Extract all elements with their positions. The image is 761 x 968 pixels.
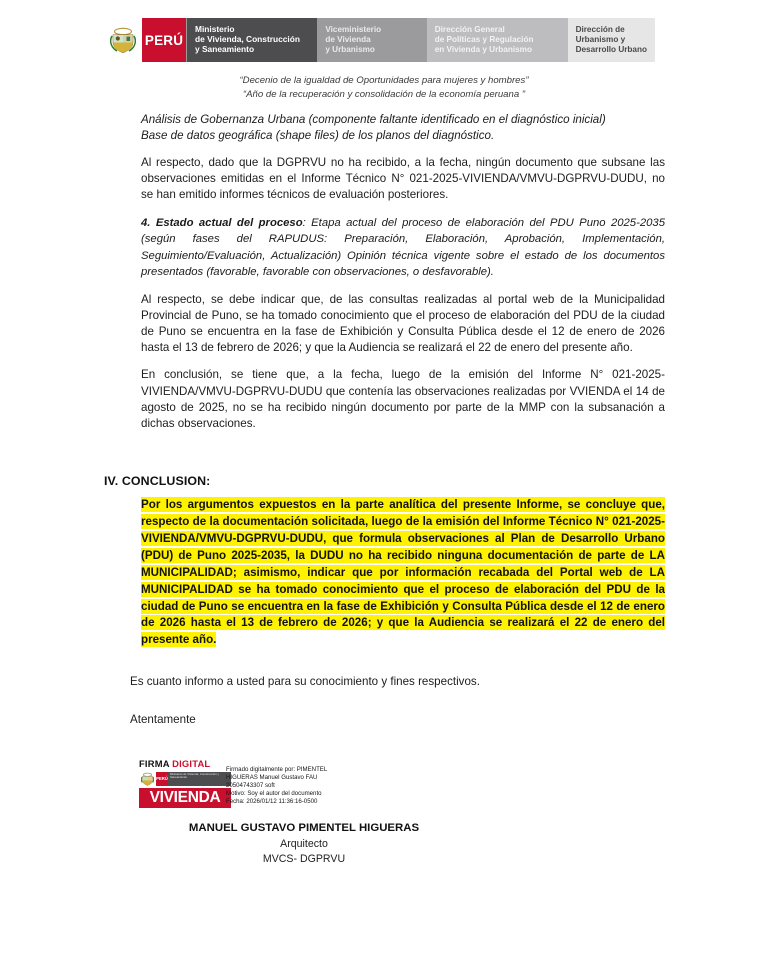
conclusion-highlight-block bbox=[141, 497, 665, 649]
intro-italic-line-2: Base de datos geográfica (shape files) de los planos del diagnóstico. bbox=[141, 129, 495, 143]
viceministry-line-1: Viceministerio bbox=[325, 25, 382, 35]
paragraph-item-4 bbox=[141, 215, 665, 281]
paragraph-en-conclusion: En conclusión, se tiene que, a la fecha, luego de la emisión del Informe N° 021-2025-VIVIENDA/VMVU-DGPRVU-DUDU que contenía las observaciones realizadas por VVIENDA el 14 de agosto de 2025, no se ha recibido ningún documento por parte de la MMP con la subsanación a dichas observaciones. bbox=[141, 368, 665, 431]
peru-coat-of-arms-icon bbox=[104, 18, 142, 62]
item-4-text: : Etapa actual del proceso de elaboración del PDU Puno 2025-2035 (según fases del RAPUDUS: Preparación, Elaboración, Aprobación, Implementación, Seguimiento/Evaluación, Actualización) Opinión técnica vigente sobre el estado de los documentos presentados (favorable, favorable con observaciones, o desfavorable). bbox=[141, 216, 665, 279]
conclusion-paragraph bbox=[141, 497, 665, 649]
general-direction-line-3: en Vivienda y Urbanismo bbox=[434, 44, 532, 54]
firma-digital-title bbox=[139, 758, 231, 769]
header-viceministry-block bbox=[317, 18, 426, 62]
header-urban-direction-block bbox=[568, 18, 655, 62]
urban-direction-line-1: Dirección de bbox=[575, 25, 625, 35]
signatory-organization: MVCS- DGPRVU bbox=[262, 853, 346, 865]
signature-meta-line-2: HIGUERAS Manuel Gustavo FAU bbox=[226, 773, 318, 781]
firma-word-1: FIRMA bbox=[139, 758, 170, 769]
motto-line-1: “Decenio de la igualdad de Oportunidades para mujeres y hombres” bbox=[239, 75, 529, 86]
peru-label: PERÚ bbox=[142, 18, 186, 62]
signature-meta-line-3: 20504743307 soft bbox=[226, 781, 275, 789]
urban-direction-line-2: Urbanismo y bbox=[575, 35, 626, 45]
stamp-coat-of-arms-icon bbox=[139, 771, 156, 786]
signature-meta-line-5: Fecha: 2026/01/12 11:36:16-0500 bbox=[226, 797, 318, 805]
document-body bbox=[141, 112, 665, 443]
closing-line-2: Atentamente bbox=[130, 713, 196, 726]
firma-word-2: DIGITAL bbox=[172, 758, 211, 769]
signature-meta-line-1: Firmado digitalmente por: PIMENTEL bbox=[226, 766, 328, 773]
document-motto bbox=[104, 74, 664, 102]
viceministry-line-3: y Urbanismo bbox=[325, 44, 375, 54]
paragraph-consultas: Al respecto, se debe indicar que, de las consultas realizadas al portal web de la Municipalidad Provincial de Puno, se ha tomado conocimiento que el proceso de elaboración del PDU de la ciudad de Puno se encuentra en la fase de Exhibición y Consulta Pública desde el 12 de enero de 2026 hasta el 13 de febrero de 2026; y que la Audiencia se realizará el 22 de enero del presente año. bbox=[141, 292, 665, 355]
conclusion-heading: IV. CONCLUSION: bbox=[104, 474, 211, 488]
vivienda-badge: VIVIENDA bbox=[139, 788, 231, 808]
item-4-label: 4. Estado actual del proceso bbox=[141, 216, 303, 229]
signatory-name: MANUEL GUSTAVO PIMENTEL HIGUERAS bbox=[188, 822, 420, 834]
closing-line-1: Es cuanto informo a usted para su conocimiento y fines respectivos. bbox=[130, 675, 480, 688]
institutional-header-banner bbox=[104, 18, 655, 62]
signature-meta-line-4: Motivo: Soy el autor del documento bbox=[226, 789, 322, 797]
motto-line-2: “Año de la recuperación y consolidación de la economía peruana ” bbox=[242, 88, 526, 100]
ministry-line-2: de Vivienda, Construcción bbox=[194, 34, 300, 45]
digital-signature-stamp bbox=[139, 758, 231, 808]
header-general-direction-block bbox=[427, 18, 568, 62]
viceministry-line-2: de Vivienda bbox=[325, 35, 371, 45]
header-ministry-block bbox=[186, 18, 317, 62]
stamp-ministry-strip bbox=[139, 771, 231, 786]
closing-block bbox=[130, 675, 660, 726]
intro-italic-paragraph bbox=[141, 112, 665, 145]
general-direction-line-1: Dirección General bbox=[434, 25, 505, 35]
stamp-ministry-label: Ministerio de Vivienda, Construcción y Saneamiento bbox=[168, 772, 231, 786]
stamp-peru-label: PERÚ bbox=[156, 772, 168, 786]
paragraph-dgprvu: Al respecto, dado que la DGPRVU no ha recibido, a la fecha, ningún documento que subsane las observaciones emitidas en el Informe Técnico N° 021-2025-VIVIENDA/VMVU-DGPRVU-DUDU, no se han emitido informes técnicos de evaluación posteriores. bbox=[141, 155, 665, 202]
ministry-line-3: y Saneamiento bbox=[194, 43, 255, 54]
conclusion-highlighted-text: Por los argumentos expuestos en la parte analítica del presente Informe, se concluye que, respecto de la documentación solicitada, luego de la emisión del Informe Técnico N° 021-2025-VIVIENDA/VMVU-DGPRVU-DUDU, que formula observaciones al Plan de Desarrollo Urbano (PDU) de Puno 2025-2035, la DUDU no ha recibido ninguna documentación de parte de LA MUNICIPALIDAD; asimismo, indicar que por información recabada del Portal web de LA MUNICIPALIDAD se ha tomado conocimiento que el proceso de elaboración del PDU de la ciudad de Puno se encuentra en la fase de Exhibición y Consulta Pública desde el 12 de enero de 2026 hasta el 13 de febrero de 2026; y que la Audiencia se realizará el 22 de enero del presente año. bbox=[141, 498, 665, 647]
digital-signature-metadata bbox=[226, 766, 391, 806]
general-direction-line-2: de Políticas y Regulación bbox=[434, 35, 534, 45]
urban-direction-line-3: Desarrollo Urbano bbox=[575, 44, 647, 54]
ministry-line-1: Ministerio bbox=[194, 24, 235, 35]
intro-italic-line-1: Análisis de Gobernanza Urbana (componente faltante identificado en el diagnóstico inicial) bbox=[141, 113, 606, 126]
signatory-role: Arquitecto bbox=[280, 838, 328, 850]
